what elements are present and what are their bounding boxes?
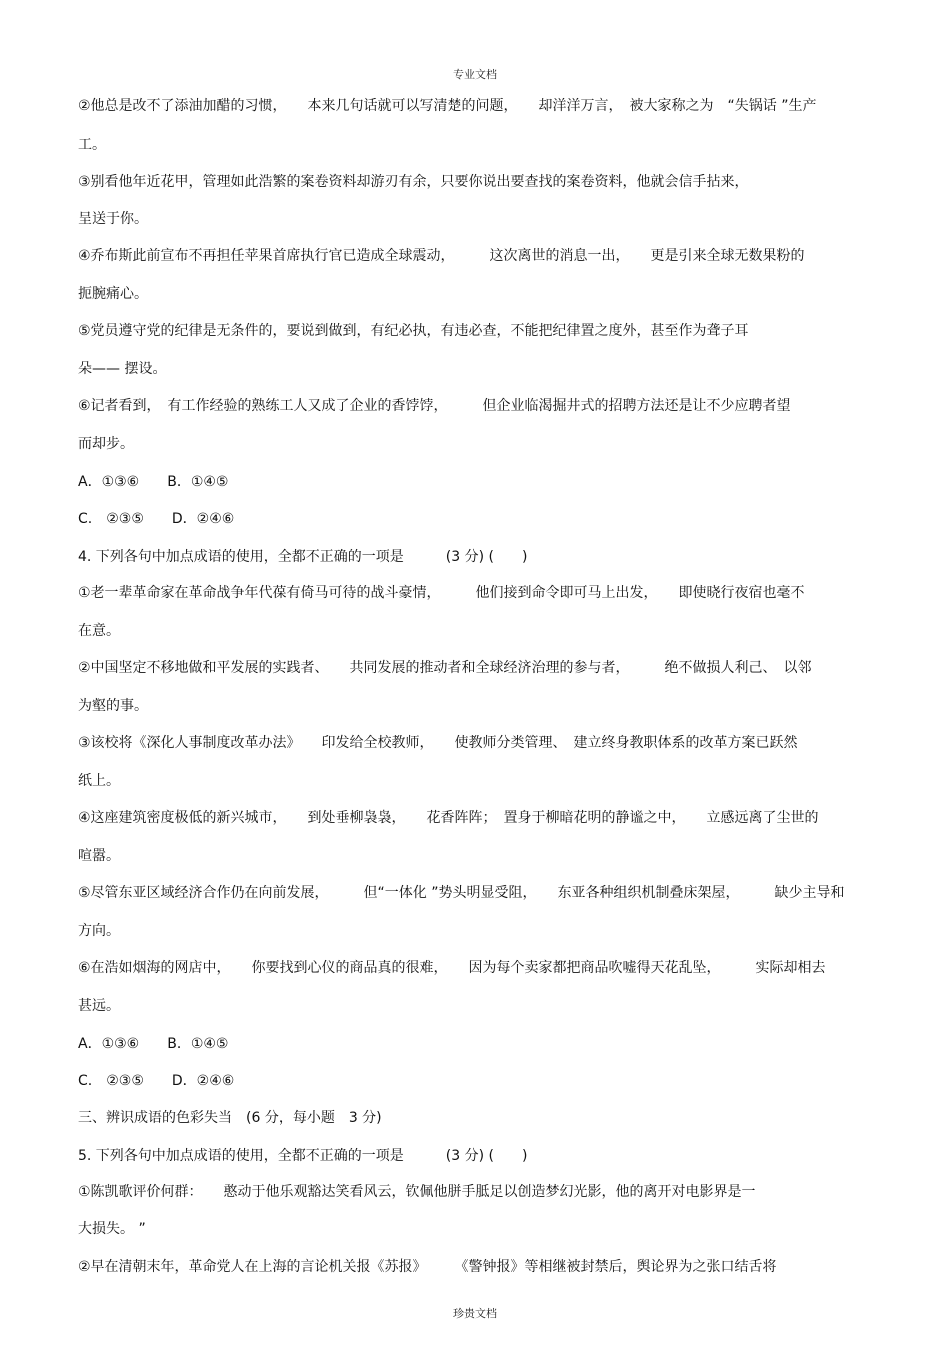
text-line: ⑥记者看到， 有工作经验的熟练工人又成了企业的香饽饽， 但企业临渴掘井式的招聘方法还是让不少应聘者望 (78, 398, 791, 414)
text-line: ③别看他年近花甲，管理如此浩繁的案卷资料却游刃有余，只要你说出要查找的案卷资料，他就会信手拈来， (78, 174, 749, 190)
text-line: 在意。 (78, 623, 120, 639)
text-line: ①老一辈革命家在革命战争年代葆有倚马可待的战斗豪情， 他们接到命令即可马上出发， 即使晓行夜宿也毫不 (78, 585, 805, 601)
text-line: ④乔布斯此前宣布不再担任苹果首席执行官已造成全球震动， 这次离世的消息一出， 更是引来全球无数果粉的 (78, 248, 805, 264)
text-line: ②早在清朝末年，革命党人在上海的言论机关报《苏报》 《警钟报》等相继被封禁后，舆论界为之张口结舌将 (78, 1259, 777, 1275)
text-line: 朵—— 摆设。 (78, 361, 167, 377)
question-title: 5. 下列各句中加点成语的使用，全都不正确的一项是 (3 分) ( ) (78, 1148, 528, 1164)
text-line: ③该校将《深化人事制度改革办法》 印发给全校教师， 使教师分类管理、 建立终身教职体系的改革方案已跃然 (78, 735, 798, 751)
text-line: 呈送于你。 (78, 211, 148, 227)
text-line: 为壑的事。 (78, 698, 148, 714)
page-header: 专业文档 (453, 68, 497, 81)
text-line: ②他总是改不了添油加醋的习惯， 本来几句话就可以写清楚的问题， 却洋洋万言， 被大家称之为 “失锅话 ”生产 (78, 98, 817, 114)
text-line: 工。 (78, 137, 106, 153)
text-line: 大损失。 ” (78, 1221, 146, 1237)
text-line: ②中国坚定不移地做和平发展的实践者、 共同发展的推动者和全球经济治理的参与者， 绝不做损人利己、 以邻 (78, 660, 812, 676)
answer-options: C. ②③⑤ D．②④⑥ (78, 1073, 235, 1089)
text-line: ⑤尽管东亚区域经济合作仍在向前发展， 但“一体化 ”势头明显受阻， 东亚各种组织机制叠床架屋， 缺少主导和 (78, 885, 845, 901)
page-footer: 珍贵文档 (453, 1307, 497, 1320)
section-heading: 三、辨识成语的色彩失当 (6 分，每小题 3 分) (78, 1110, 382, 1126)
text-line: ⑥在浩如烟海的网店中， 你要找到心仪的商品真的很难， 因为每个卖家都把商品吹嘘得天花乱坠， 实际却相去 (78, 960, 826, 976)
text-line: ④这座建筑密度极低的新兴城市， 到处垂柳袅袅， 花香阵阵； 置身于柳暗花明的静谧之中， 立感远离了尘世的 (78, 810, 819, 826)
text-line: 扼腕痛心。 (78, 286, 148, 302)
answer-options: A．①③⑥ B．①④⑤ (78, 1036, 229, 1052)
text-line: ⑤党员遵守党的纪律是无条件的，要说到做到，有纪必执，有违必查，不能把纪律置之度外，甚至作为聋子耳 (78, 323, 749, 339)
question-title: 4. 下列各句中加点成语的使用，全都不正确的一项是 (3 分) ( ) (78, 549, 528, 565)
text-line: 方向。 (78, 923, 120, 939)
text-line: 喧嚣。 (78, 848, 120, 864)
answer-options: C. ②③⑤ D．②④⑥ (78, 511, 235, 527)
text-line: 甚远。 (78, 998, 120, 1014)
answer-options: A．①③⑥ B．①④⑤ (78, 474, 229, 490)
text-line: 而却步。 (78, 436, 134, 452)
text-line: ①陈凯歌评价何群： 憨动于他乐观豁达笑看风云，钦佩他胼手胝足以创造梦幻光影，他的离开对电影界是一 (78, 1184, 756, 1200)
text-line: 纸上。 (78, 773, 120, 789)
